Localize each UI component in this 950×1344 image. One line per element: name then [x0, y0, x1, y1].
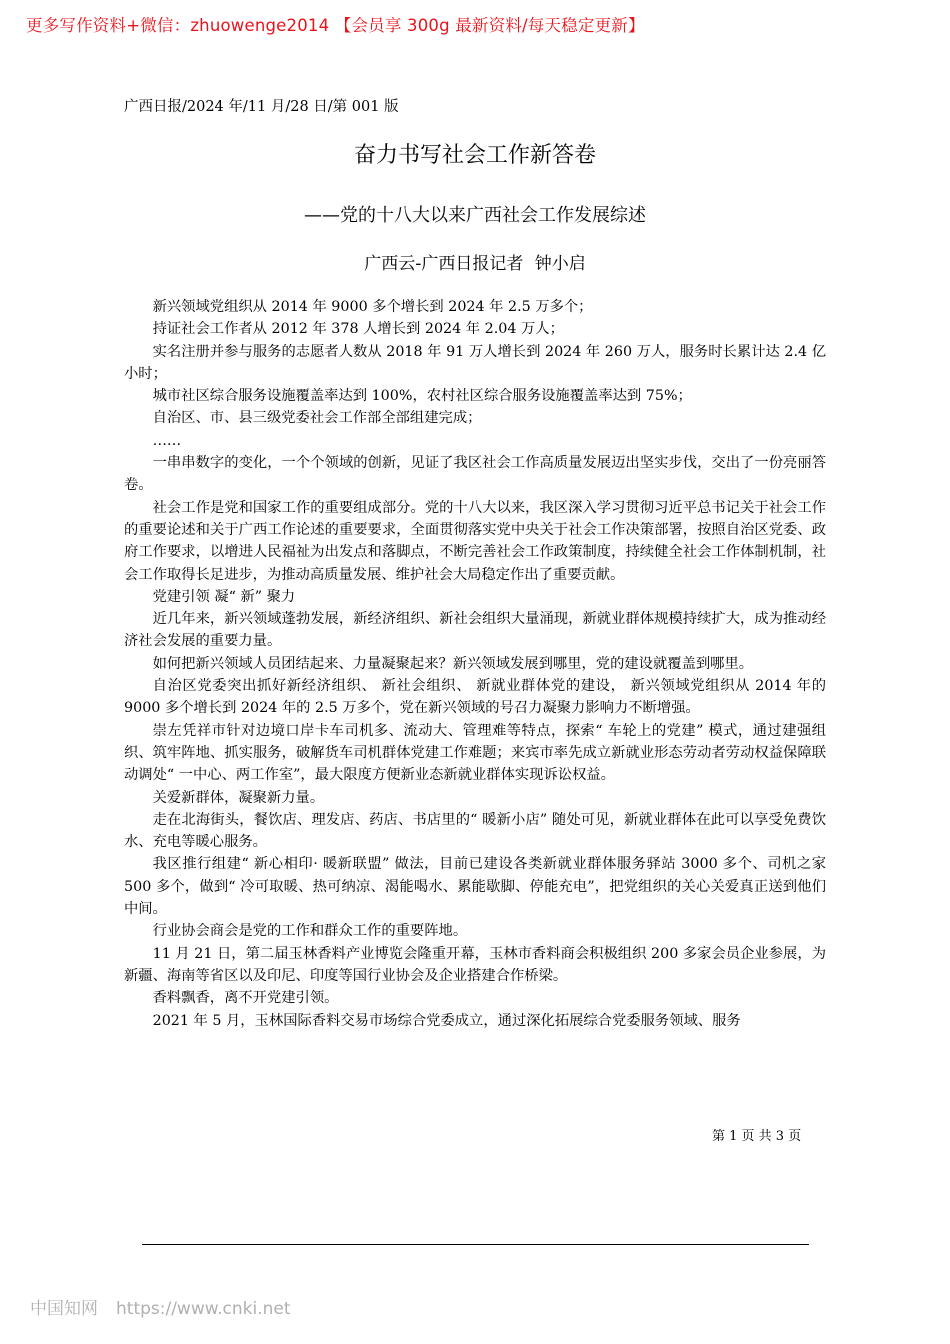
paragraph: 行业协会商会是党的工作和群众工作的重要阵地。 — [152, 923, 468, 940]
paragraph: 2021 年 5 月，玉林国际香料交易市场综合党委成立，通过深化拓展综合党委服务领域、服务 — [152, 1012, 741, 1029]
paragraph: 社会工作是党和国家工作的重要组成部分。党的十八大以来，我区深入学习贯彻习近平总书记关于社会工作的重要论述和关于广西工作论述的重要要求，全面贯彻落实党中央关于社会工作决策部署，按照自治区党委、政府工作要求，以增进人民福祉为出发点和落脚点，不断完善社会工作政策制度，持续健全社会工作体制机制，社会工作取得长足进步，为推动高质量发展、维护社会大局稳定作出了重要贡献。 — [124, 499, 826, 583]
paragraph: 实名注册并参与服务的志愿者人数从 2018 年 91 万人增长到 2024 年 260 万人，服务时长累计达 2.4 亿小时； — [124, 343, 826, 382]
article-title: 奋力书写社会工作新答卷 — [353, 143, 596, 168]
watermark-brand: 中国知网 — [30, 1299, 98, 1319]
paragraph: 11 月 21 日，第二届玉林香料产业博览会隆重开幕，玉林市香料商会积极组织 200 多家会员企业参展，为新疆、海南等省区以及印尼、印度等国行业协会及企业搭建合作桥梁。 — [124, 945, 826, 984]
paragraph: 走在北海街头，餐饮店、理发店、药店、书店里的“ 暖新小店” 随处可见，新就业群体在此可以享受免费饮水、充电等暖心服务。 — [124, 811, 826, 851]
source-line: 广西日报/2024 年/11 月/28 日/第 001 版 — [124, 99, 399, 115]
promo-banner: 更多写作资料+微信：zhuowenge2014 【会员享 300g 最新资料/每天稳定更新】 — [26, 16, 645, 35]
section-heading: 党建引领 凝“ 新” 聚力 — [152, 588, 296, 605]
paragraph: 持证社会工作者从 2012 年 378 人增长到 2024 年 2.04 万人； — [152, 321, 564, 338]
paragraph: 近几年来，新兴领域蓬勃发展，新经济组织、新社会组织大量涌现，新就业群体规模持续扩大，成为推动经济社会发展的重要力量。 — [124, 611, 826, 650]
paragraph: …… — [152, 432, 182, 449]
paragraph: 新兴领域党组织从 2014 年 9000 多个增长到 2024 年 2.5 万多个； — [152, 299, 593, 315]
paragraph: 我区推行组建“ 新心相印· 暖新联盟” 做法，目前已建设各类新就业群体服务驿站 3000 多个、司机之家 500 多个，做到“ 冷可取暖、热可纳凉、渴能喝水、累能歇脚、停能充电”，把党组织的关心关爱真正送到他们中间。 — [124, 856, 826, 918]
page-indicator: 第 1 页 共 3 页 — [712, 1129, 802, 1144]
footer-divider — [142, 1244, 809, 1245]
watermark — [30, 1294, 290, 1319]
article-byline: 广西云-广西日报记者 钟小启 — [364, 254, 586, 274]
paragraph: 如何把新兴领域人员团结起来、力量凝聚起来？新兴领域发展到哪里，党的建设就覆盖到哪里。 — [152, 655, 754, 672]
paragraph: 城市社区综合服务设施覆盖率达到 100%，农村社区综合服务设施覆盖率达到 75%； — [152, 388, 692, 405]
article-subtitle: ——党的十八大以来广西社会工作发展综述 — [304, 205, 646, 226]
paragraph: 自治区党委突出抓好新经济组织、 新社会组织、 新就业群体党的建设， 新兴领域党组织从 2014 年的 9000 多个增长到 2024 年的 2.5 万多个，党在新兴领域的号召力凝聚力影响力不断增强。 — [124, 678, 826, 717]
paragraph: 关爱新群体，凝聚新力量。 — [152, 789, 325, 806]
paragraph: 崇左凭祥市针对边境口岸卡车司机多、流动大、管理难等特点，探索“ 车轮上的党建” 模式，通过建强组织、筑牢阵地、抓实服务，破解货车司机群体党建工作难题；来宾市率先成立新就业形态劳动者劳动权益保障联动调处“ 一中心、两工作室”，最大限度方便新业态新就业群体实现诉讼权益。 — [124, 722, 826, 784]
paragraph: 香料飘香，离不开党建引领。 — [152, 990, 339, 1007]
watermark-site: https://www.cnki.net — [116, 1299, 291, 1319]
article-body — [124, 296, 826, 1032]
paragraph: 自治区、市、县三级党委社会工作部全部组建完成； — [152, 410, 482, 427]
paragraph: 一串串数字的变化，一个个领域的创新，见证了我区社会工作高质量发展迈出坚实步伐，交出了一份亮丽答卷。 — [124, 455, 826, 494]
